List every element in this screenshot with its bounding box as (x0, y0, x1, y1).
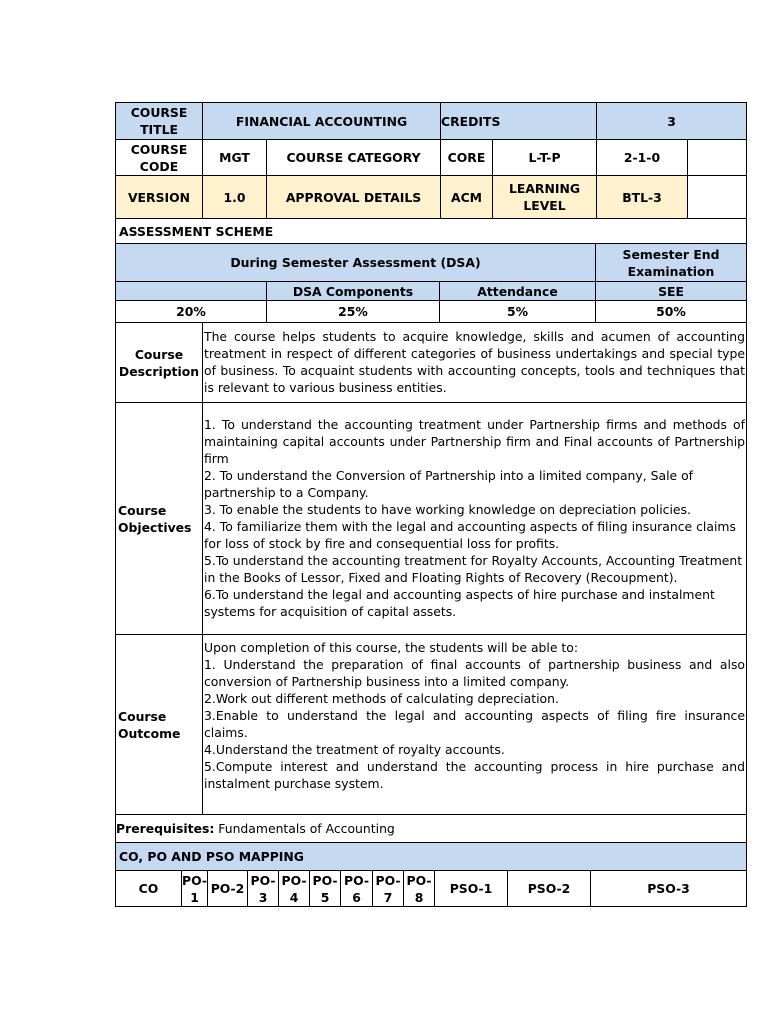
po3-header: PO-3 (248, 871, 279, 907)
course-code-label: COURSE CODE (116, 140, 203, 176)
mapping-title: CO, PO AND PSO MAPPING (116, 843, 747, 871)
course-code: MGT (203, 140, 267, 176)
objective-item: 2. To understand the Conversion of Partnership into a limited company, Sale of partnership to a Company. (204, 468, 694, 500)
objectives-list (203, 403, 747, 635)
po8-header: PO-8 (404, 871, 435, 907)
ltp-label: L-T-P (493, 140, 597, 176)
description-text: The course helps students to acquire knowledge, skills and acumen of accounting treatment in respect of different categories of business undertakings and special type of business. To acquaint students with accounting concepts, tools and techniques that is relevant to various business entities. (203, 323, 747, 403)
pso2-header: PSO-2 (508, 871, 591, 907)
course-title: FINANCIAL ACCOUNTING (203, 103, 441, 140)
description-label: Course Description (116, 323, 203, 403)
prerequisites-text: Fundamentals of Accounting (214, 821, 395, 836)
empty-cell (688, 176, 747, 219)
components-percentage: 25% (267, 301, 440, 323)
prerequisites-row (116, 815, 747, 843)
attendance-percentage: 5% (440, 301, 596, 323)
ltp-value: 2-1-0 (597, 140, 688, 176)
course-category: CORE (441, 140, 493, 176)
dsa-components-header: DSA Components (267, 282, 440, 301)
outcome-list (203, 635, 747, 815)
objectives-label: Course Objectives (116, 403, 203, 635)
version-value: 1.0 (203, 176, 267, 219)
po6-header: PO-6 (341, 871, 373, 907)
co-header: CO (116, 871, 182, 907)
blank-header-cell (116, 282, 267, 301)
po7-header: PO-7 (373, 871, 404, 907)
empty-cell (688, 140, 747, 176)
outcome-item: 4.Understand the treatment of royalty accounts. (204, 741, 505, 757)
prerequisites-table (115, 814, 747, 871)
po5-header: PO-5 (310, 871, 341, 907)
objective-item: 4. To familiarize them with the legal and accounting aspects of filing insurance claims for loss of stock by fire and consequential loss for profits. (204, 519, 736, 551)
outcome-intro: Upon completion of this course, the students will be able to: (204, 639, 579, 655)
outcome-label: Course Outcome (116, 635, 203, 815)
version-label: VERSION (116, 176, 203, 219)
see-header: Semester End Examination (596, 244, 747, 282)
see-percentage: 50% (596, 301, 747, 323)
assessment-title: ASSESSMENT SCHEME (116, 219, 747, 244)
course-title-label: COURSE TITLE (116, 103, 203, 140)
assessment-table (115, 218, 747, 323)
objective-item: 1. To understand the accounting treatment under Partnership firms and methods of maintaining capital accounts under Partnership firm and Final accounts of Partnership firm (204, 417, 745, 466)
pso3-header: PSO-3 (591, 871, 747, 907)
course-document (115, 102, 746, 907)
see-short-header: SEE (596, 282, 747, 301)
outcome-item: 5.Compute interest and understand the accounting process in hire purchase and instalment purchase system. (204, 758, 745, 791)
pso1-header: PSO-1 (435, 871, 508, 907)
credits-value: 3 (597, 103, 747, 140)
po1-header: PO-1 (182, 872, 207, 905)
learning-level-value: BTL-3 (597, 176, 688, 219)
attendance-header: Attendance (440, 282, 596, 301)
prerequisites-label: Prerequisites: (116, 821, 215, 836)
objective-item: 5.To understand the accounting treatment for Royalty Accounts, Accounting Treatment in the Books of Lessor, Fixed and Floating Rights of Recovery (Recoupment). (204, 553, 743, 585)
approval-value: ACM (441, 176, 493, 219)
first-percentage: 20% (116, 301, 267, 323)
course-details-table (115, 322, 747, 815)
outcome-item: 1. Understand the preparation of final accounts of partnership business and also conversion of Partnership business into a limited company. (204, 656, 745, 689)
po2-header: PO-2 (208, 871, 248, 907)
credits-label: CREDITS (441, 103, 597, 140)
dsa-header: During Semester Assessment (DSA) (116, 244, 596, 282)
mapping-table (115, 870, 747, 907)
objective-item: 6.To understand the legal and accounting aspects of hire purchase and instalment systems for acquisition of capital assets. (204, 587, 715, 619)
learning-level-label: LEARNING LEVEL (493, 176, 597, 219)
po4-header: PO-4 (279, 871, 310, 907)
course-category-label: COURSE CATEGORY (267, 140, 441, 176)
outcome-item: 2.Work out different methods of calculating depreciation. (204, 690, 559, 706)
approval-label: APPROVAL DETAILS (267, 176, 441, 219)
course-header-table (115, 102, 747, 219)
outcome-item: 3.Enable to understand the legal and accounting aspects of filing fire insurance claims. (204, 707, 745, 740)
objective-item: 3. To enable the students to have working knowledge on depreciation policies. (204, 502, 691, 517)
